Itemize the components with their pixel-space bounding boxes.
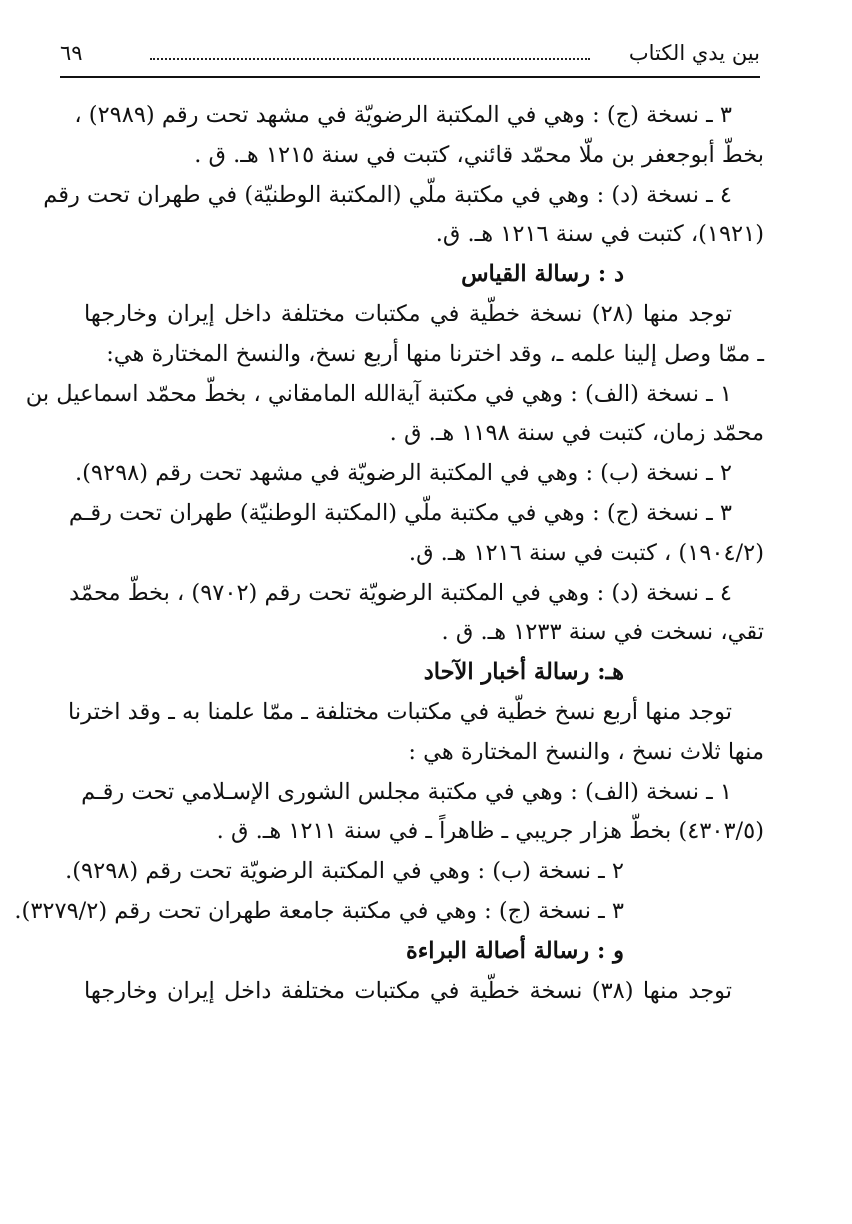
text-line: ٣ ـ نسخة (ج) : وهي في المكتبة الرضويّة في مشهد تحت رقم (٢٩٨٩) ،	[74, 102, 732, 128]
text-line: توجد منها أربع نسخ خطّية في مكتبات مختلفة ـ ممّا علمنا به ـ وقد اخترنا	[68, 698, 732, 725]
running-title: بين يدي الكتاب	[625, 36, 760, 70]
text-line: (١٩٢١)، كتبت في سنة ١٢١٦ هـ. ق.	[435, 221, 764, 248]
text-line: ١ ـ نسخة (الف) : وهي في مكتبة مجلس الشورى الإسـلامي تحت رقـم	[81, 778, 732, 805]
section-heading: و : رسالة أصالة البراءة	[405, 937, 624, 964]
text-line: ٣ ـ نسخة (ج) : وهي في مكتبة ملّي (المكتبة الوطنيّة) طهران تحت رقـم	[68, 499, 732, 526]
text-line: بخطّ أبوجعفر بن ملّا محمّد قائني، كتبت في سنة ١٢١٥ هـ. ق .	[194, 141, 764, 168]
text-line: ١ ـ نسخة (الف) : وهي في مكتبة آية‌الله المامقاني ، بخطّ محمّد اسماعيل بن	[25, 380, 732, 407]
text-line: توجد منها (٣٨) نسخة خطّية في مكتبات مختلفة داخل إيران وخارجها	[84, 977, 732, 1004]
page-header	[60, 36, 760, 78]
text-line: منها ثلاث نسخ ، والنسخ المختارة هي :	[408, 738, 764, 765]
text-line: ٢ ـ نسخة (ب) : وهي في المكتبة الرضويّة في مشهد تحت رقم (٩٢٩٨).	[74, 460, 732, 487]
text-line: ـ ممّا وصل إلينا علمه ـ، وقد اخترنا منها أربع نسخ، والنسخ المختارة هي:	[106, 340, 764, 367]
text-line: تقي، نسخت في سنة ١٢٣٣ هـ. ق .	[441, 619, 764, 646]
text-line: (٤٣٠٣/٥) بخطّ هزار جريبي ـ ظاهراً ـ في سنة ١٢١١ هـ. ق .	[216, 818, 764, 845]
page-number: ٦٩	[60, 41, 83, 65]
text-line: ٣ ـ نسخة (ج) : وهي في مكتبة جامعة طهران تحت رقم (٣٢٧٩/٢).	[14, 897, 624, 924]
text-line: توجد منها (٢٨) نسخة خطّية في مكتبات مختلفة داخل إيران وخارجها	[84, 300, 732, 327]
text-line: (١٩٠٤/٢) ، كتبت في سنة ١٢١٦ هـ. ق.	[408, 539, 764, 566]
text-line: ٢ ـ نسخة (ب) : وهي في المكتبة الرضويّة تحت رقم (٩٢٩٨).	[65, 858, 624, 885]
body-text	[14, 96, 764, 1176]
text-line: ٤ ـ نسخة (د) : وهي في مكتبة ملّي (المكتبة الوطنيّة) في طهران تحت رقم	[43, 181, 732, 208]
text-line: ٤ ـ نسخة (د) : وهي في المكتبة الرضويّة تحت رقم (٩٧٠٢) ، بخطّ محمّد	[69, 579, 732, 606]
section-heading: د : رسالة القياس	[461, 261, 624, 288]
text-line: محمّد زمان، كتبت في سنة ١١٩٨ هـ. ق .	[389, 420, 764, 447]
section-heading: هـ: رسالة أخبار الآحاد	[423, 659, 624, 686]
header-dot-leader	[150, 58, 590, 60]
